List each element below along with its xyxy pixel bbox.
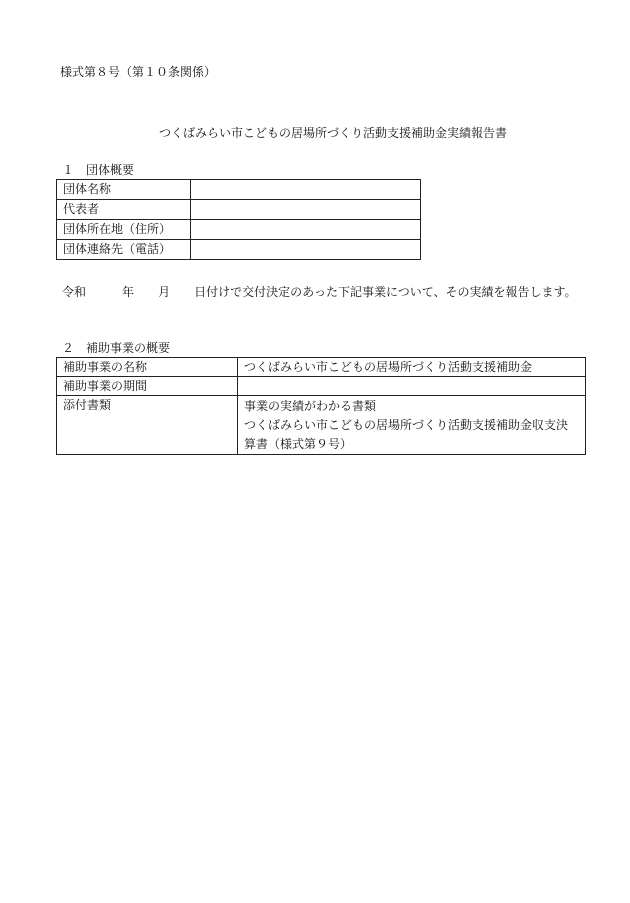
table-row — [57, 200, 421, 220]
attachments-label: 添付書類 — [57, 396, 238, 455]
table-row — [57, 358, 586, 377]
table-row — [57, 180, 421, 200]
org-name-label: 団体名称 — [57, 180, 191, 200]
table-row — [57, 220, 421, 240]
table-row — [57, 240, 421, 260]
section-heading-project: ２ 補助事業の概要 — [62, 341, 171, 355]
org-name-field[interactable] — [191, 180, 421, 200]
attachment-item: 事業の実績がわかる書類 — [244, 399, 377, 413]
document-title: つくばみらい市こどもの居場所づくり活動支援補助金実績報告書 — [158, 126, 507, 140]
table-row — [57, 377, 586, 396]
representative-field[interactable] — [191, 200, 421, 220]
form-number: 様式第８号（第１０条関係） — [60, 65, 217, 79]
project-period-label: 補助事業の期間 — [57, 377, 238, 396]
project-name-label: 補助事業の名称 — [57, 358, 238, 377]
org-phone-field[interactable] — [191, 240, 421, 260]
project-table — [56, 357, 586, 455]
era-label: 令和 — [62, 285, 87, 299]
section-heading-organization: １ 団体概要 — [62, 163, 135, 177]
organization-table — [56, 179, 421, 260]
org-address-label: 団体所在地（住所） — [57, 220, 191, 240]
attachments-value — [238, 396, 586, 455]
month-label: 月 — [158, 285, 171, 299]
representative-label: 代表者 — [57, 200, 191, 220]
statement-text: 日付けで交付決定のあった下記事業について、その実績を報告します。 — [194, 285, 577, 299]
attachment-item: つくばみらい市こどもの居場所づくり活動支援補助金収支決算書（様式第９号） — [244, 418, 569, 451]
project-period-field[interactable] — [238, 377, 586, 396]
project-name-value: つくばみらい市こどもの居場所づくり活動支援補助金 — [238, 358, 586, 377]
year-label: 年 — [122, 285, 135, 299]
table-row — [57, 396, 586, 455]
org-address-field[interactable] — [191, 220, 421, 240]
org-phone-label: 団体連絡先（電話） — [57, 240, 191, 260]
report-statement — [62, 282, 582, 302]
